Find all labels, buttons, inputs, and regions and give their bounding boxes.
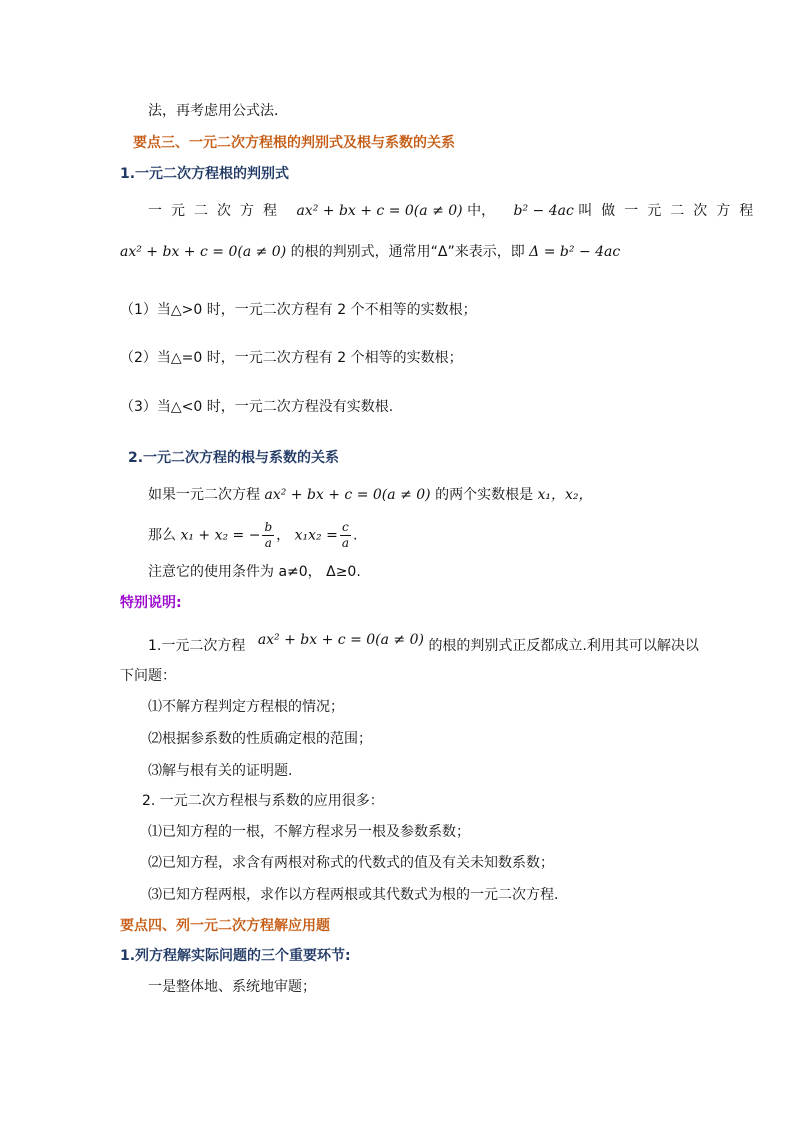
sum-denominator: a <box>264 536 272 550</box>
special-item1 <box>148 632 699 656</box>
product-separator: ， <box>276 527 291 544</box>
product-fraction <box>340 520 351 551</box>
product-denominator: a <box>341 536 349 550</box>
product-numerator: c <box>340 520 351 536</box>
section4-line1: 一是整体地、系统地审题； <box>148 979 316 995</box>
sum-of-roots-lhs: x₁ + x₂ = − <box>180 527 261 544</box>
problem-list2-item2: ⑵已知方程，求含有两根对称式的代数式的值及有关未知数系数； <box>148 855 554 871</box>
case-2: （2）当△=0 时，一元二次方程有 2 个相等的实数根； <box>120 350 463 366</box>
vieta-equation: ax² + bx + c = 0(a ≠ 0) <box>264 487 431 503</box>
vieta-line1-start: 如果一元二次方程 <box>148 487 260 503</box>
special-item1-start: 1.一元二次方程 <box>148 638 246 654</box>
definition-words: 一元二次方程 <box>148 203 286 219</box>
vieta-line2-start: 那么 <box>148 527 176 544</box>
quadratic-equation: ax² + bx + c = 0(a ≠ 0) <box>296 203 463 219</box>
sum-fraction <box>262 520 274 551</box>
vieta-roots: x₁，x₂， <box>537 487 593 503</box>
definition-line2-text: 的根的判别式，通常用“Δ”来表示，即 <box>290 244 525 260</box>
definition-mid: 中， <box>467 203 496 219</box>
problem-list1-item3: ⑶解与根有关的证明题. <box>148 763 293 779</box>
section3-sub1-title: 1.一元二次方程根的判别式 <box>120 166 290 182</box>
section4-title: 要点四、列一元二次方程解应用题 <box>120 918 330 934</box>
special-item1-end: 的根的判别式正反都成立.利用其可以解决以 <box>428 638 699 654</box>
case-3: （3）当△<0 时，一元二次方程没有实数根. <box>120 399 394 415</box>
vieta-line2-end: . <box>352 527 358 544</box>
problem-list2-item3: ⑶已知方程两根，求作以方程两根或其代数式为根的一元二次方程. <box>148 887 559 903</box>
special-notes-title: 特别说明: <box>120 595 182 611</box>
vieta-line1 <box>148 485 593 505</box>
problem-list1-item1: ⑴不解方程判定方程根的情况； <box>148 699 344 715</box>
section3-title: 要点三、一元二次方程根的判别式及根与系数的关系 <box>133 135 455 151</box>
vieta-line1-mid: 的两个实数根是 <box>435 487 534 503</box>
sum-numerator: b <box>264 520 273 534</box>
delta-formula: Δ = b² − 4ac <box>529 244 621 260</box>
problem-list1-item2: ⑵根据参系数的性质确定根的范围； <box>148 731 372 747</box>
problem-list2-item1: ⑴已知方程的一根，不解方程求另一根及参数系数； <box>148 824 470 840</box>
vieta-line2 <box>148 520 357 551</box>
product-of-roots-lhs: x₁x₂ = <box>294 527 338 544</box>
discriminant-definition-line2 <box>120 242 620 262</box>
intro-line: 法，再考虑用公式法． <box>148 103 288 119</box>
definition-end: 叫做一元二次方程 <box>578 203 763 219</box>
special-item1-equation: ax² + bx + c = 0(a ≠ 0) <box>257 632 424 648</box>
section4-sub1-title: 1.列方程解实际问题的三个重要环节: <box>120 948 351 964</box>
discriminant-definition-line1 <box>148 201 762 221</box>
special-item1-continued: 下问题： <box>120 668 176 684</box>
case-1: （1）当△>0 时，一元二次方程有 2 个不相等的实数根； <box>120 302 477 318</box>
special-item2: 2. 一元二次方程根与系数的应用很多： <box>142 793 384 809</box>
quadratic-equation-2: ax² + bx + c = 0(a ≠ 0) <box>120 244 287 260</box>
discriminant-expression: b² − 4ac <box>513 203 574 219</box>
usage-condition: 注意它的使用条件为 a≠0， Δ≥0. <box>148 564 361 580</box>
section3-sub2-title: 2.一元二次方程的根与系数的关系 <box>128 450 340 466</box>
